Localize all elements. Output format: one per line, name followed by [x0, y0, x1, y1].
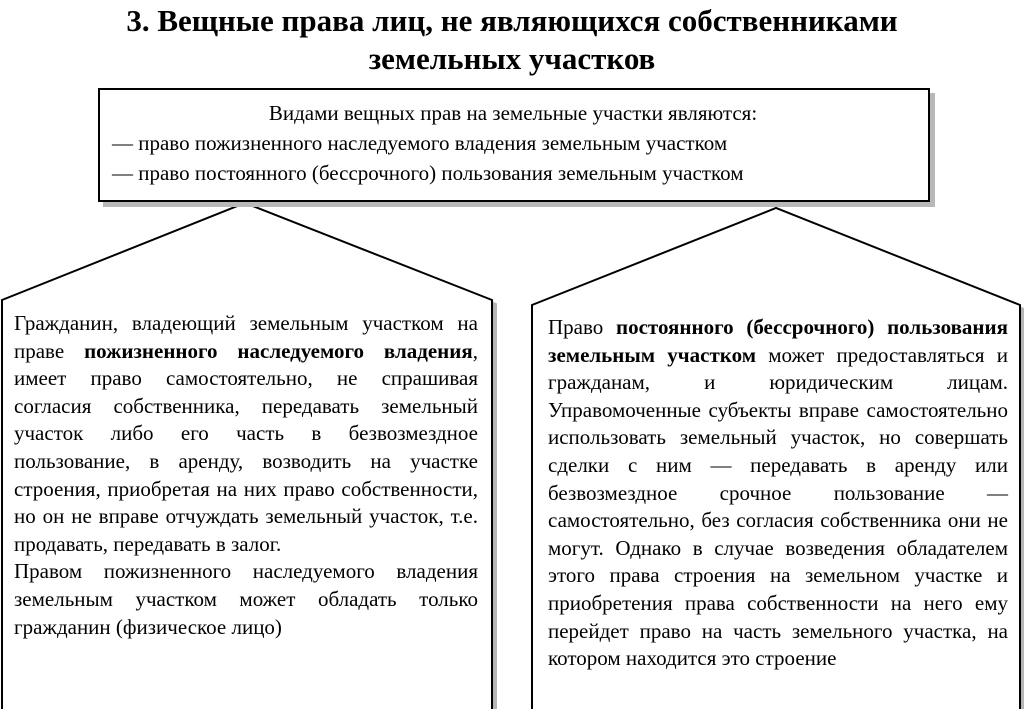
left-house-emphasis: пожизненного наследуемого владения — [84, 338, 473, 363]
right-house-emphasis: постоянного (бессрочного) пользования земельным участком — [548, 315, 1008, 367]
rights-type-item-2: — право постоянного (бессрочного) пользования земельным участком — [112, 161, 744, 185]
rights-types-lead: Видами вещных прав на земельные участки являются: — [268, 101, 758, 125]
right-house-paragraph — [548, 314, 1008, 673]
left-house-text-start: Гражданин, владеющий земельным участком на праве — [14, 311, 478, 363]
right-house-text-start: Право — [548, 315, 616, 339]
left-house-paragraph-1 — [14, 310, 478, 558]
rights-types-box — [98, 88, 930, 202]
left-house-text — [14, 310, 478, 641]
right-house-text-rest: может предоставляться и гражданам, и юридическим лицам. Управомоченные субъекты вправе самостоятельно использовать земельный участок, но совершать сделки с ним — передавать в аренду или безвозмездное срочное пользование — самостоятельно, без согласия собственника они не могут. Однако в случае возведения обладателем этого права строения на земельном участке и приобретения права собственности на него ему перейдет право на часть земельного участка, на котором находится это строение — [548, 342, 1009, 671]
title-line-1: 3. Вещные права лиц, не являющихся собственниками — [126, 3, 898, 38]
rights-type-item-1: — право пожизненного наследуемого владения земельным участком — [112, 131, 728, 155]
right-house-text — [548, 314, 1008, 673]
title-line-2: земельных участков — [368, 41, 656, 76]
left-house-paragraph-2: Правом пожизненного наследуемого владения земельным участком может обладать только гражданин (физическое лицо) — [14, 559, 478, 639]
left-house-text-rest: , имеет право самостоятельно, не спрашивая согласия собственника, передавать земельный участок либо его часть в безвозмездное пользование, в аренду, возводить на участке строения, приобретая на них право собственности, но он не вправе отчуждать земельный участок, т.е. продавать, передавать в залог. — [14, 338, 478, 556]
